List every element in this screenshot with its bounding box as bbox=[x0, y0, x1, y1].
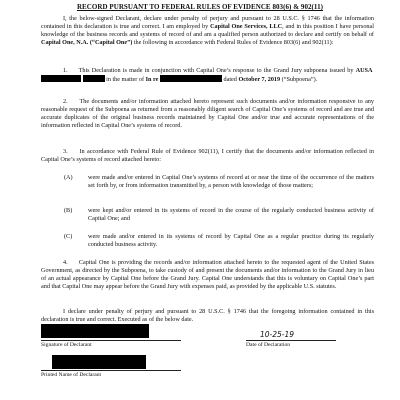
paragraph-4 bbox=[41, 259, 374, 291]
date-label: Date of Declaration bbox=[246, 342, 291, 348]
intro-text-2: , and in this position I have personal knowledge of the business records and systems of record of and am a qualified person authorized to declare and certify on behalf of bbox=[41, 23, 374, 39]
closing-text: I declare under penalty of perjury and pursuant to 28 U.S.C. § 1746 that the foregoing information contained in this declaration is true and correct. Executed as of the below date. bbox=[41, 308, 374, 324]
paragraph-2 bbox=[41, 98, 374, 130]
paragraph-1-text-1: This Declaration is made in conjunction with Capital One’s response to the Grand Jury subpoena issued by bbox=[78, 67, 356, 74]
dated-label: dated bbox=[223, 76, 239, 84]
intro-text-3: the following in accordance with Federal Rules of Evidence 803(6) and 902(11): bbox=[132, 39, 334, 47]
intro-paragraph bbox=[41, 15, 374, 47]
paragraph-3-number: 3. bbox=[63, 148, 68, 155]
list-item-label: (A) bbox=[64, 174, 73, 181]
redacted-printed-name bbox=[52, 355, 146, 369]
document-title: RECORD PURSUANT TO FEDERAL RULES OF EVIDENCE 803(6) & 902(11) bbox=[76, 3, 324, 11]
subpoena-date: October 7, 2019 bbox=[238, 76, 281, 84]
redacted-signature bbox=[41, 324, 149, 338]
list-item-label: (C) bbox=[64, 233, 73, 240]
printed-name-label: Printed Name of Declarant bbox=[41, 372, 102, 378]
redacted-name bbox=[41, 75, 81, 82]
paragraph-4-number: 4. bbox=[63, 259, 68, 266]
signature-label: Signature of Declarant bbox=[41, 342, 92, 348]
paragraph-3 bbox=[41, 148, 374, 164]
list-item-text: were made and/or entered in Capital One’s systems of record at or near the time of the occurrence of the matters set forth by, or from information transmitted by, a person with knowledge of those matters; bbox=[88, 174, 374, 190]
in-re-label: In re bbox=[145, 76, 159, 84]
list-item-label: (B) bbox=[64, 207, 73, 214]
paragraph-3-text: In accordance with Federal Rule of Evidence 902(11), I certify that the documents and/or information reflected in Capital One’s systems of record attached hereto: bbox=[41, 148, 374, 164]
list-item-text: were kept and/or entered in its systems of record in the course of the regularly conducted business activity of Capital One; and bbox=[88, 207, 374, 223]
company-name-bank: Capital One, N.A. (“Capital One”) bbox=[41, 39, 133, 47]
redacted-matter bbox=[160, 75, 222, 82]
paragraph-1-text-3: (“Subpoena”). bbox=[280, 76, 318, 84]
paragraph-1-number: 1. bbox=[63, 67, 68, 74]
redacted-name-2 bbox=[83, 75, 105, 82]
paragraph-4-text: Capital One is providing the records and/or information attached hereto to the requested agent of the United States Government, as directed by the Subpoena, to take custody of and present the documents and/or information to the Grand Jury in lieu of an actual appearance by Capital One before the Grand Jury. Capital One understands that this is voluntary on Capital One’s part and that Capital One may appear before the Grand Jury with expenses paid, as provided by the applicable U.S. statutes. bbox=[41, 259, 375, 291]
paragraph-1 bbox=[41, 67, 374, 84]
ausa-label: AUSA bbox=[355, 67, 373, 74]
company-name: Capital One Services, LLC bbox=[210, 23, 283, 31]
paragraph-1-text-2: in the matter of bbox=[104, 76, 146, 84]
closing-paragraph bbox=[41, 308, 374, 324]
paragraph-2-text: The documents and/or information attached hereto represent such documents and/or information responsive to any reasonable request of the Subpoena as returned from a reasonably diligent search of Capital One’s systems of record and are true and accurate duplicates of the original business records maintained by Capital One and/or true and accurate representations of the information reflected in Capital One’s systems of record. bbox=[41, 98, 374, 130]
handwritten-date: 10-25-19 bbox=[260, 330, 295, 339]
list-item-text: were made and/or entered in its systems of record by Capital One as a regular practice during its regularly conducted business activity. bbox=[88, 233, 374, 249]
intro-text-1: I, the below-signed Declarant, declare under penalty of perjury and pursuant to 28 U.S.C. § 1746 that the information contained in this declaration is true and correct. I am employed by bbox=[41, 15, 374, 31]
paragraph-2-number: 2. bbox=[63, 98, 68, 105]
